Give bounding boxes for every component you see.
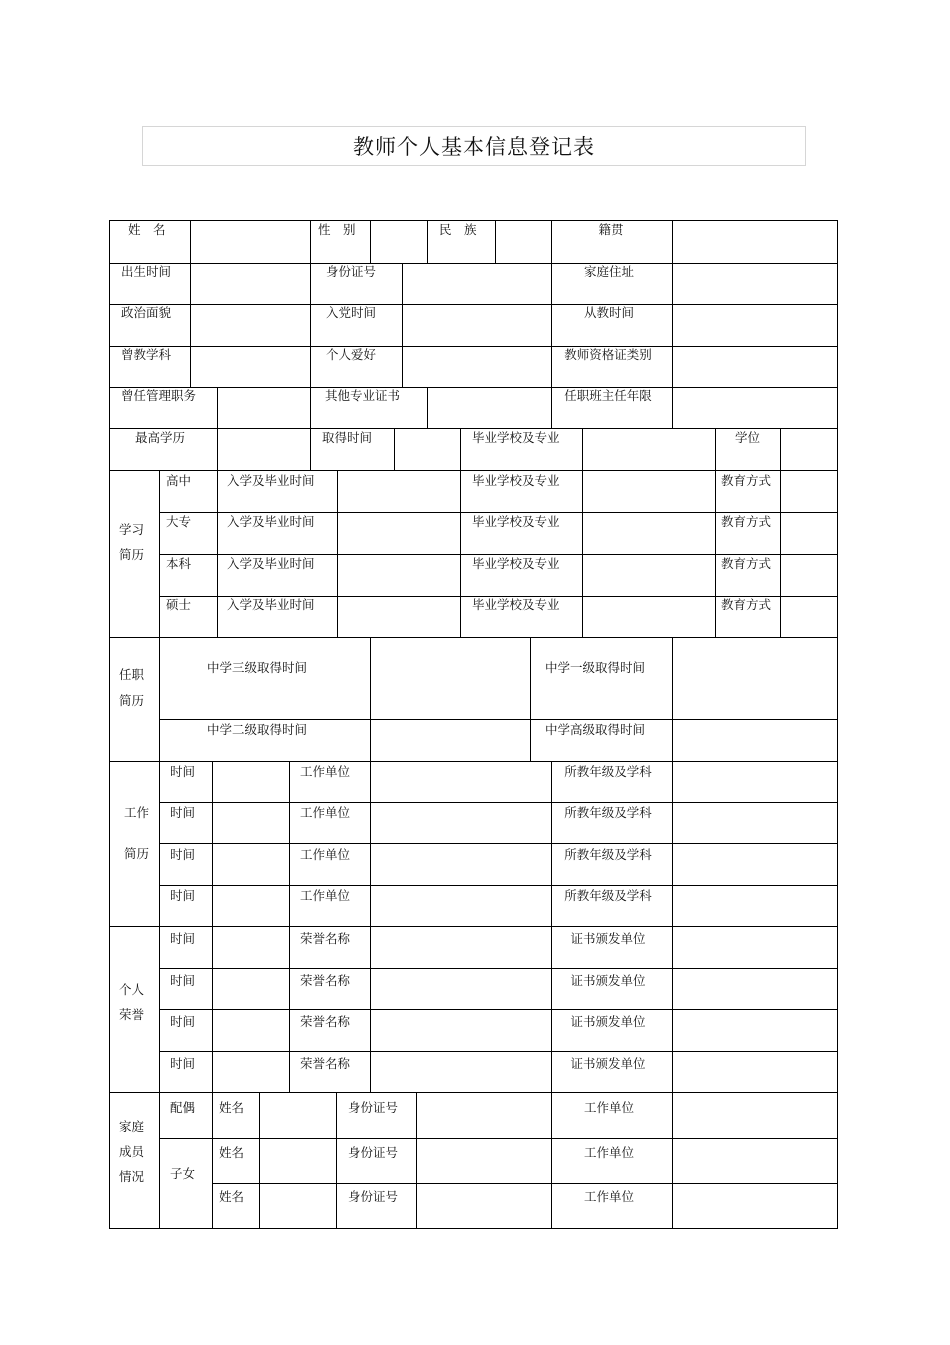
teaching-since-label-text: 从教时间 [583, 305, 635, 320]
children-label-text: 子女 [170, 1166, 196, 1181]
work-section-line1: 工作 [124, 805, 150, 820]
honor-time-label-1-text: 时间 [170, 973, 196, 988]
grade1-field[interactable] [672, 637, 838, 720]
work-time-label-3-text: 时间 [170, 888, 196, 903]
work-unit-label-1-text: 工作单位 [300, 805, 351, 820]
family-name-label-0-text: 姓名 [219, 1100, 245, 1115]
family-section-line2: 成员 [119, 1144, 145, 1159]
family-id-field-0[interactable] [416, 1092, 552, 1139]
degree-field[interactable] [780, 428, 838, 471]
obtained-time-label-text: 取得时间 [322, 430, 373, 445]
honor-time-field-1[interactable] [212, 968, 290, 1010]
study-level-3-text: 硕士 [166, 597, 192, 612]
honor-time-field-3[interactable] [212, 1051, 290, 1093]
honor-issuer-label-0-text: 证书颁发单位 [570, 931, 646, 946]
work-time-field-3[interactable] [212, 885, 290, 927]
study-time-field-3[interactable] [337, 596, 461, 638]
birth-date-field[interactable] [190, 263, 311, 305]
cert-type-field[interactable] [672, 346, 838, 388]
honor-time-field-0[interactable] [212, 926, 290, 969]
form-title: 教师个人基本信息登记表 [353, 135, 595, 159]
appointment-section-line1: 任职 [119, 667, 145, 682]
grade1-label-text: 中学一级取得时间 [545, 660, 646, 675]
other-certs-label-text: 其他专业证书 [325, 388, 401, 403]
study-time-label-2-text: 入学及毕业时间 [227, 556, 315, 571]
honor-issuer-field-3[interactable] [672, 1051, 838, 1093]
head-teacher-years-label-text: 任职班主任年限 [564, 388, 652, 403]
study-mode-field-1[interactable] [780, 512, 838, 555]
work-time-label-2-text: 时间 [170, 847, 196, 862]
subjects-taught-label-text: 曾教学科 [121, 347, 172, 362]
study-time-field-0[interactable] [337, 470, 461, 513]
honor-time-label-2-text: 时间 [170, 1014, 196, 1029]
study-school-label-2-text: 毕业学校及专业 [472, 556, 560, 571]
study-mode-label-3-text: 教育方式 [721, 597, 772, 612]
ethnicity-label-text: 民 族 [439, 222, 477, 237]
study-school-field-3[interactable] [582, 596, 716, 638]
teaching-since-field[interactable] [672, 304, 838, 347]
head-teacher-years-field[interactable] [672, 387, 838, 429]
grade1-label [530, 637, 673, 720]
study-school-field-1[interactable] [582, 512, 716, 555]
appointment-section-line2: 简历 [119, 693, 145, 708]
work-subject-label-3-text: 所教年级及学科 [564, 888, 652, 903]
work-time-field-1[interactable] [212, 802, 290, 844]
obtained-time-field[interactable] [394, 428, 461, 471]
gender-field[interactable] [370, 220, 428, 264]
study-section-line2: 简历 [119, 547, 145, 562]
work-time-label-1-text: 时间 [170, 805, 196, 820]
work-subject-field-0[interactable] [672, 761, 838, 803]
party-join-date-label-text: 入党时间 [326, 305, 377, 320]
subjects-taught-field[interactable] [190, 346, 311, 388]
honor-issuer-label-1-text: 证书颁发单位 [570, 973, 646, 988]
grad-school-major-label-text: 毕业学校及专业 [472, 430, 560, 445]
study-level-0-text: 高中 [166, 473, 192, 488]
study-time-label-1-text: 入学及毕业时间 [227, 514, 315, 529]
work-unit-field-1[interactable] [370, 802, 552, 844]
work-unit-label-0-text: 工作单位 [300, 764, 351, 779]
hobbies-field[interactable] [402, 346, 552, 388]
honor-name-label-0-text: 荣誉名称 [300, 931, 351, 946]
family-name-field-2[interactable] [259, 1183, 337, 1229]
mgmt-posts-field[interactable] [217, 387, 311, 429]
party-join-date-field[interactable] [402, 304, 552, 347]
registration-form [109, 220, 837, 1228]
honor-issuer-field-1[interactable] [672, 968, 838, 1010]
gender-label-text: 性 别 [318, 222, 356, 237]
honor-section-line1: 个人 [119, 982, 145, 997]
work-time-label-0-text: 时间 [170, 764, 196, 779]
honor-name-label-3-text: 荣誉名称 [300, 1056, 351, 1071]
grade3-field[interactable] [370, 637, 531, 720]
study-mode-label-2-text: 教育方式 [721, 556, 772, 571]
political-status-label-text: 政治面貌 [121, 305, 172, 320]
family-id-label-0-text: 身份证号 [348, 1100, 399, 1115]
work-subject-label-1-text: 所教年级及学科 [564, 805, 652, 820]
honor-name-field-0[interactable] [370, 926, 552, 969]
family-unit-field-0[interactable] [672, 1092, 838, 1139]
study-time-label-0-text: 入学及毕业时间 [227, 473, 315, 488]
work-subject-field-1[interactable] [672, 802, 838, 844]
highest-edu-field[interactable] [217, 428, 311, 471]
study-mode-field-3[interactable] [780, 596, 838, 638]
cert-type-label-text: 教师资格证类别 [564, 347, 652, 362]
study-mode-field-0[interactable] [780, 470, 838, 513]
honor-time-label-0-text: 时间 [170, 931, 196, 946]
honor-time-field-2[interactable] [212, 1009, 290, 1052]
family-unit-label-1-text: 工作单位 [583, 1145, 635, 1160]
work-unit-field-2[interactable] [370, 843, 552, 886]
honor-name-field-1[interactable] [370, 968, 552, 1010]
family-unit-field-1[interactable] [672, 1138, 838, 1184]
birth-date-label-text: 出生时间 [121, 264, 172, 279]
id-number-label-text: 身份证号 [326, 264, 377, 279]
home-address-field[interactable] [672, 263, 838, 305]
grade3-label [159, 637, 371, 720]
work-history-section [109, 761, 160, 927]
native-place-field[interactable] [672, 220, 838, 264]
honor-issuer-label-3-text: 证书颁发单位 [570, 1056, 646, 1071]
ethnicity-field[interactable] [495, 220, 552, 264]
study-school-label-3-text: 毕业学校及专业 [472, 597, 560, 612]
native-place-label-text: 籍贯 [598, 222, 624, 237]
honor-section-line2: 荣誉 [119, 1007, 145, 1022]
family-unit-field-2[interactable] [672, 1183, 838, 1229]
honor-issuer-field-2[interactable] [672, 1009, 838, 1052]
family-section [109, 1092, 160, 1229]
children-label [159, 1138, 213, 1229]
work-time-field-0[interactable] [212, 761, 290, 803]
family-unit-label-0-text: 工作单位 [583, 1100, 635, 1115]
honor-name-label-2-text: 荣誉名称 [300, 1014, 351, 1029]
work-unit-field-0[interactable] [370, 761, 552, 803]
work-unit-field-3[interactable] [370, 885, 552, 927]
mgmt-posts-label-text: 曾任管理职务 [121, 388, 197, 403]
honor-issuer-field-0[interactable] [672, 926, 838, 969]
political-status-field[interactable] [190, 304, 311, 347]
work-subject-label-2-text: 所教年级及学科 [564, 847, 652, 862]
highest-edu-label-text: 最高学历 [135, 430, 186, 445]
family-id-label-1-text: 身份证号 [348, 1145, 399, 1160]
honor-issuer-label-2-text: 证书颁发单位 [570, 1014, 646, 1029]
work-subject-field-3[interactable] [672, 885, 838, 927]
grad-school-major-field[interactable] [582, 428, 716, 471]
honor-name-field-2[interactable] [370, 1009, 552, 1052]
name-label-text: 姓 名 [128, 222, 166, 237]
study-school-label-0-text: 毕业学校及专业 [472, 473, 560, 488]
family-name-label-1-text: 姓名 [219, 1145, 245, 1160]
study-time-field-2[interactable] [337, 554, 461, 597]
family-name-field-1[interactable] [259, 1138, 337, 1184]
other-certs-field[interactable] [427, 387, 552, 429]
family-name-field-0[interactable] [259, 1092, 337, 1139]
study-mode-field-2[interactable] [780, 554, 838, 597]
hobbies-label-text: 个人爱好 [326, 347, 377, 362]
home-address-label-text: 家庭住址 [583, 264, 635, 279]
work-subject-label-0-text: 所教年级及学科 [564, 764, 652, 779]
form-title-box [142, 126, 806, 166]
senior-field[interactable] [672, 719, 838, 762]
honor-name-label-1-text: 荣誉名称 [300, 973, 351, 988]
family-id-label-2-text: 身份证号 [348, 1189, 399, 1204]
honor-name-field-3[interactable] [370, 1051, 552, 1093]
family-id-field-2[interactable] [416, 1183, 552, 1229]
work-subject-field-2[interactable] [672, 843, 838, 886]
study-school-field-0[interactable] [582, 470, 716, 513]
study-level-2-text: 本科 [166, 556, 192, 571]
study-school-field-2[interactable] [582, 554, 716, 597]
work-unit-label-3-text: 工作单位 [300, 888, 351, 903]
work-time-field-2[interactable] [212, 843, 290, 886]
family-section-line3: 情况 [119, 1169, 145, 1184]
name-field[interactable] [190, 220, 311, 264]
study-mode-label-0-text: 教育方式 [721, 473, 772, 488]
grade2-label-text: 中学二级取得时间 [207, 722, 308, 737]
grade3-label-text: 中学三级取得时间 [207, 660, 308, 675]
work-section-line2: 简历 [124, 846, 150, 861]
family-id-field-1[interactable] [416, 1138, 552, 1184]
family-unit-label-2-text: 工作单位 [583, 1189, 635, 1204]
family-name-label-2-text: 姓名 [219, 1189, 245, 1204]
senior-label-text: 中学高级取得时间 [545, 722, 646, 737]
study-time-field-1[interactable] [337, 512, 461, 555]
degree-label-text: 学位 [735, 430, 761, 445]
study-level-1-text: 大专 [166, 514, 192, 529]
family-section-line1: 家庭 [119, 1119, 145, 1134]
study-time-label-3-text: 入学及毕业时间 [227, 597, 315, 612]
id-number-field[interactable] [402, 263, 552, 305]
study-section-line1: 学习 [119, 522, 145, 537]
grade2-field[interactable] [370, 719, 531, 762]
spouse-label-text: 配偶 [170, 1100, 196, 1115]
work-unit-label-2-text: 工作单位 [300, 847, 351, 862]
study-mode-label-1-text: 教育方式 [721, 514, 772, 529]
honor-time-label-3-text: 时间 [170, 1056, 196, 1071]
study-school-label-1-text: 毕业学校及专业 [472, 514, 560, 529]
